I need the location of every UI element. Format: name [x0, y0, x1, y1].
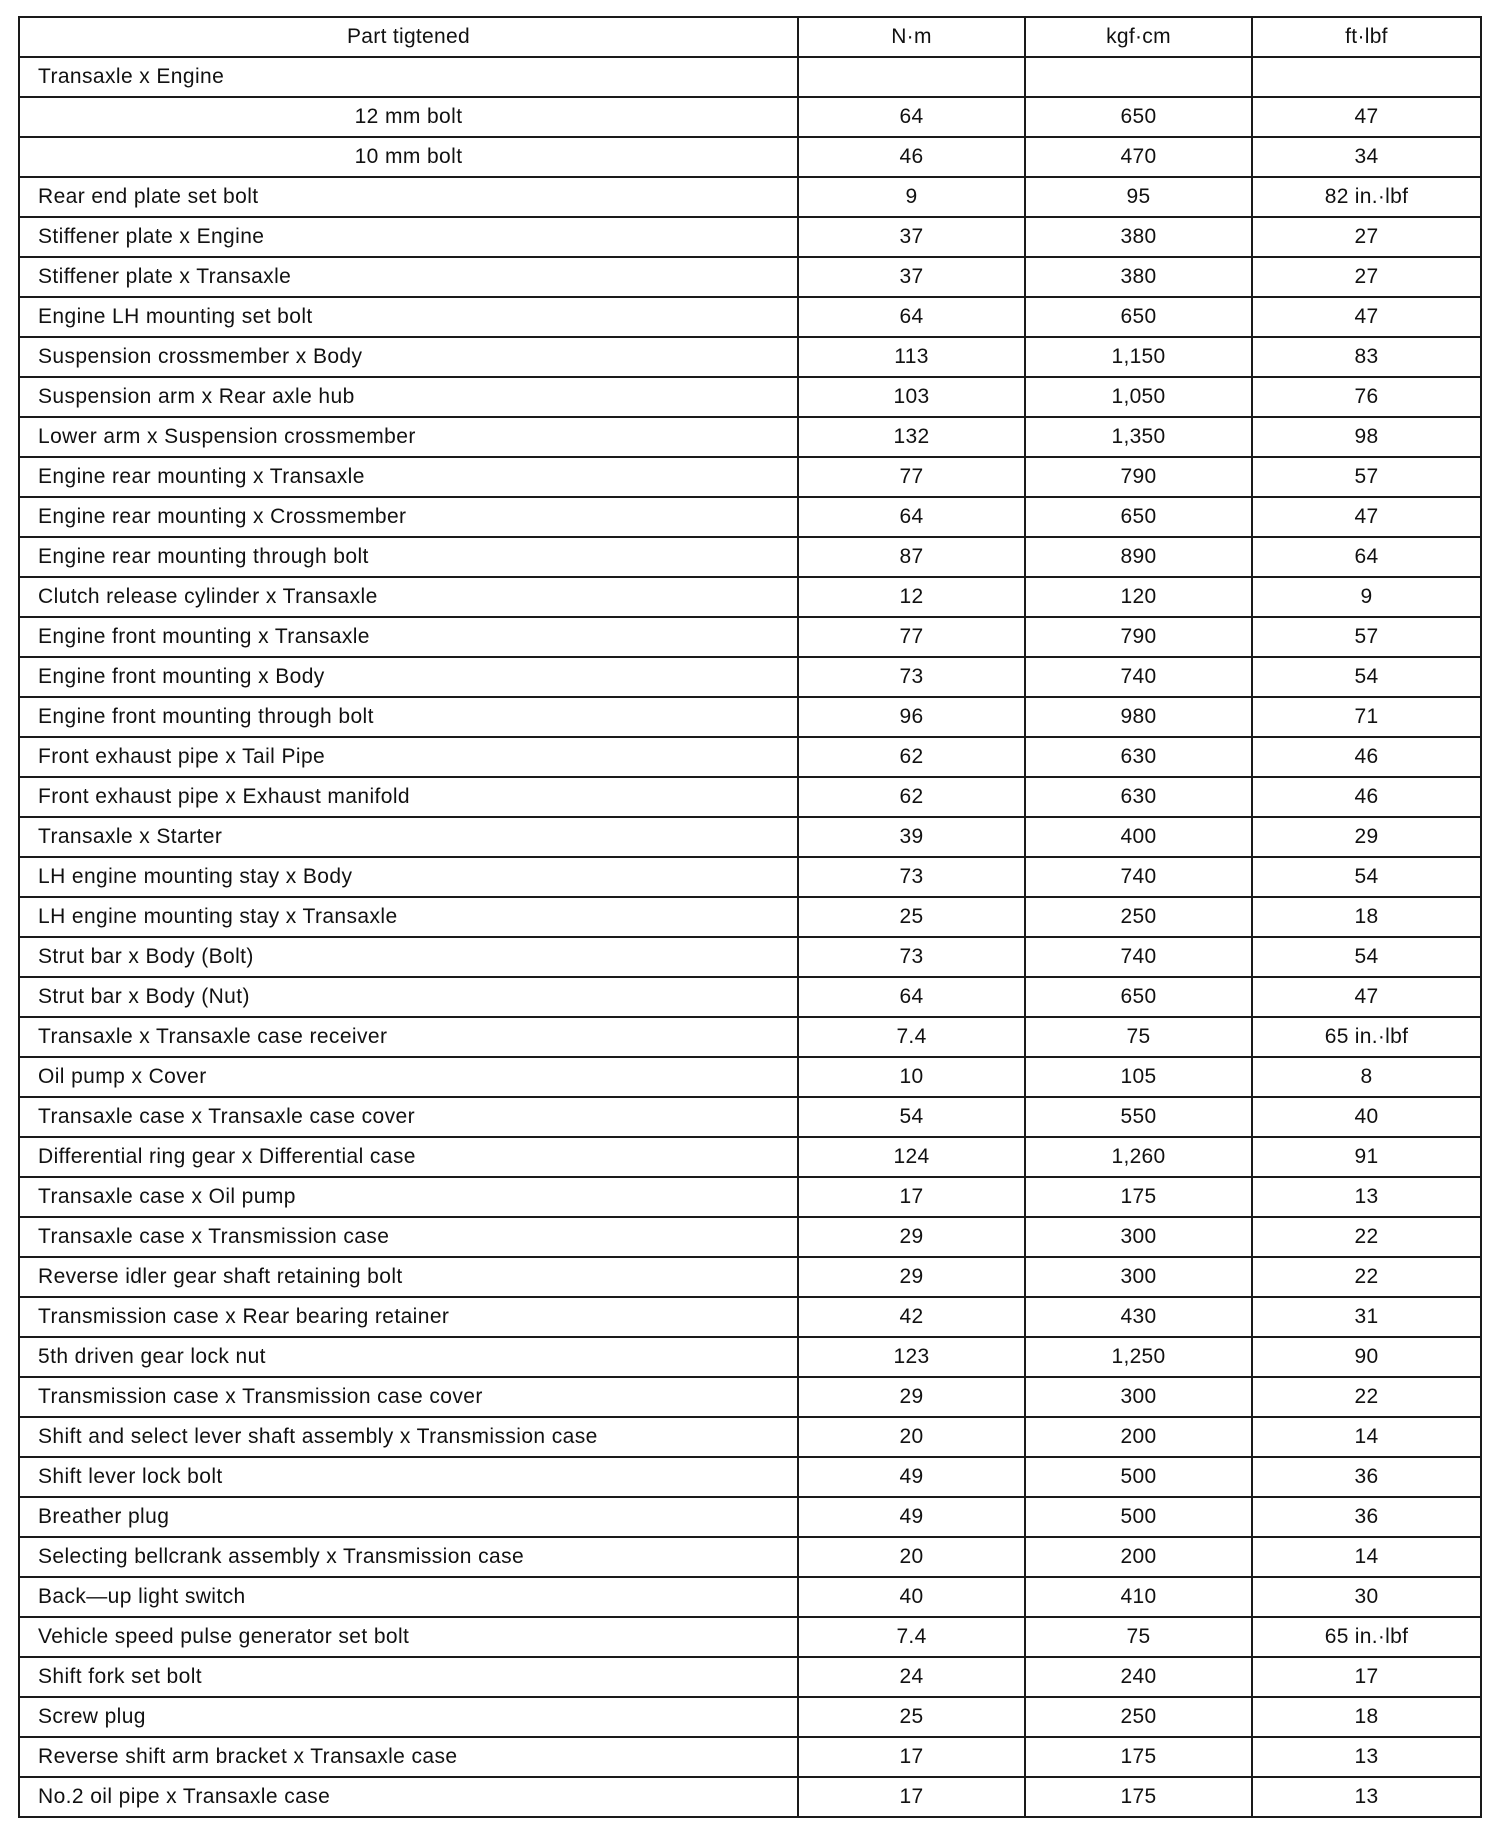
nm-cell: 37 — [798, 257, 1025, 297]
table-row — [19, 377, 1481, 417]
kgf-cm-cell: 1,350 — [1025, 417, 1252, 457]
kgf-cm-cell: 470 — [1025, 137, 1252, 177]
nm-cell: 40 — [798, 1577, 1025, 1617]
part-cell: No.2 oil pipe x Transaxle case — [19, 1777, 798, 1817]
ft-lbf-cell: 47 — [1252, 977, 1481, 1017]
nm-cell: 46 — [798, 137, 1025, 177]
kgf-cm-cell: 740 — [1025, 937, 1252, 977]
part-cell: Breather plug — [19, 1497, 798, 1537]
kgf-cm-cell: 75 — [1025, 1017, 1252, 1057]
kgf-cm-cell: 740 — [1025, 857, 1252, 897]
part-cell: LH engine mounting stay x Transaxle — [19, 897, 798, 937]
part-cell: Engine rear mounting x Crossmember — [19, 497, 798, 537]
nm-cell — [798, 57, 1025, 97]
kgf-cm-cell: 500 — [1025, 1497, 1252, 1537]
nm-cell: 62 — [798, 777, 1025, 817]
part-cell: Clutch release cylinder x Transaxle — [19, 577, 798, 617]
kgf-cm-cell: 1,150 — [1025, 337, 1252, 377]
kgf-cm-cell: 250 — [1025, 1697, 1252, 1737]
table-row — [19, 977, 1481, 1017]
table-row — [19, 1577, 1481, 1617]
part-cell: Engine rear mounting x Transaxle — [19, 457, 798, 497]
part-cell: Strut bar x Body (Bolt) — [19, 937, 798, 977]
nm-cell: 37 — [798, 217, 1025, 257]
nm-cell: 29 — [798, 1217, 1025, 1257]
nm-cell: 12 — [798, 577, 1025, 617]
header-row — [19, 17, 1481, 57]
part-cell: Transmission case x Transmission case cover — [19, 1377, 798, 1417]
nm-cell: 64 — [798, 977, 1025, 1017]
nm-cell: 49 — [798, 1457, 1025, 1497]
ft-lbf-cell: 46 — [1252, 777, 1481, 817]
table-row — [19, 1137, 1481, 1177]
nm-cell: 54 — [798, 1097, 1025, 1137]
part-cell: Engine front mounting x Body — [19, 657, 798, 697]
ft-lbf-cell: 22 — [1252, 1377, 1481, 1417]
nm-cell: 103 — [798, 377, 1025, 417]
table-row — [19, 817, 1481, 857]
nm-cell: 7.4 — [798, 1017, 1025, 1057]
ft-lbf-cell: 9 — [1252, 577, 1481, 617]
nm-cell: 87 — [798, 537, 1025, 577]
nm-cell: 20 — [798, 1537, 1025, 1577]
kgf-cm-cell: 550 — [1025, 1097, 1252, 1137]
part-cell: Shift fork set bolt — [19, 1657, 798, 1697]
table-row — [19, 1177, 1481, 1217]
kgf-cm-cell: 740 — [1025, 657, 1252, 697]
part-cell: Lower arm x Suspension crossmember — [19, 417, 798, 457]
kgf-cm-cell: 410 — [1025, 1577, 1252, 1617]
part-cell: 12 mm bolt — [19, 97, 798, 137]
table-header — [19, 17, 1481, 57]
part-cell: Shift and select lever shaft assembly x Transmission case — [19, 1417, 798, 1457]
part-cell: Selecting bellcrank assembly x Transmission case — [19, 1537, 798, 1577]
ft-lbf-cell: 13 — [1252, 1777, 1481, 1817]
header-ft-lbf: ft·lbf — [1252, 17, 1481, 57]
table-row — [19, 937, 1481, 977]
kgf-cm-cell: 75 — [1025, 1617, 1252, 1657]
header-nm: N·m — [798, 17, 1025, 57]
table-row — [19, 1497, 1481, 1537]
table-row — [19, 1537, 1481, 1577]
nm-cell: 62 — [798, 737, 1025, 777]
kgf-cm-cell: 240 — [1025, 1657, 1252, 1697]
ft-lbf-cell: 22 — [1252, 1217, 1481, 1257]
part-cell: Reverse idler gear shaft retaining bolt — [19, 1257, 798, 1297]
table-body — [19, 57, 1481, 1817]
kgf-cm-cell: 1,260 — [1025, 1137, 1252, 1177]
part-cell: Rear end plate set bolt — [19, 177, 798, 217]
nm-cell: 42 — [798, 1297, 1025, 1337]
part-cell: Stiffener plate x Engine — [19, 217, 798, 257]
table-row — [19, 217, 1481, 257]
ft-lbf-cell: 47 — [1252, 297, 1481, 337]
ft-lbf-cell: 82 in.·lbf — [1252, 177, 1481, 217]
kgf-cm-cell: 400 — [1025, 817, 1252, 857]
header-kgf-cm: kgf·cm — [1025, 17, 1252, 57]
ft-lbf-cell: 47 — [1252, 497, 1481, 537]
part-cell: Strut bar x Body (Nut) — [19, 977, 798, 1017]
nm-cell: 10 — [798, 1057, 1025, 1097]
nm-cell: 73 — [798, 937, 1025, 977]
nm-cell: 77 — [798, 457, 1025, 497]
nm-cell: 123 — [798, 1337, 1025, 1377]
table-row — [19, 1257, 1481, 1297]
ft-lbf-cell: 18 — [1252, 1697, 1481, 1737]
ft-lbf-cell: 91 — [1252, 1137, 1481, 1177]
nm-cell: 17 — [798, 1777, 1025, 1817]
part-cell: Engine front mounting through bolt — [19, 697, 798, 737]
nm-cell: 73 — [798, 857, 1025, 897]
table-row — [19, 257, 1481, 297]
part-cell: Transaxle x Engine — [19, 57, 798, 97]
kgf-cm-cell: 120 — [1025, 577, 1252, 617]
kgf-cm-cell: 630 — [1025, 737, 1252, 777]
kgf-cm-cell: 175 — [1025, 1177, 1252, 1217]
part-cell: Transaxle x Starter — [19, 817, 798, 857]
nm-cell: 64 — [798, 97, 1025, 137]
ft-lbf-cell: 98 — [1252, 417, 1481, 457]
ft-lbf-cell: 29 — [1252, 817, 1481, 857]
table-row — [19, 1657, 1481, 1697]
ft-lbf-cell: 65 in.·lbf — [1252, 1617, 1481, 1657]
ft-lbf-cell: 57 — [1252, 457, 1481, 497]
kgf-cm-cell: 890 — [1025, 537, 1252, 577]
ft-lbf-cell: 40 — [1252, 1097, 1481, 1137]
kgf-cm-cell: 175 — [1025, 1737, 1252, 1777]
table-row — [19, 97, 1481, 137]
table-row — [19, 1617, 1481, 1657]
table-row — [19, 1377, 1481, 1417]
table-row — [19, 1777, 1481, 1817]
ft-lbf-cell: 13 — [1252, 1737, 1481, 1777]
part-cell: Engine front mounting x Transaxle — [19, 617, 798, 657]
part-cell: Front exhaust pipe x Exhaust manifold — [19, 777, 798, 817]
nm-cell: 39 — [798, 817, 1025, 857]
nm-cell: 96 — [798, 697, 1025, 737]
table-row — [19, 697, 1481, 737]
table-row — [19, 537, 1481, 577]
table-row — [19, 577, 1481, 617]
part-cell: Vehicle speed pulse generator set bolt — [19, 1617, 798, 1657]
nm-cell: 29 — [798, 1257, 1025, 1297]
ft-lbf-cell: 36 — [1252, 1457, 1481, 1497]
table-row — [19, 57, 1481, 97]
kgf-cm-cell: 380 — [1025, 217, 1252, 257]
ft-lbf-cell: 14 — [1252, 1537, 1481, 1577]
nm-cell: 77 — [798, 617, 1025, 657]
nm-cell: 132 — [798, 417, 1025, 457]
part-cell: Screw plug — [19, 1697, 798, 1737]
kgf-cm-cell: 300 — [1025, 1257, 1252, 1297]
kgf-cm-cell: 95 — [1025, 177, 1252, 217]
table-row — [19, 857, 1481, 897]
table-row — [19, 1737, 1481, 1777]
nm-cell: 9 — [798, 177, 1025, 217]
kgf-cm-cell: 980 — [1025, 697, 1252, 737]
ft-lbf-cell: 54 — [1252, 657, 1481, 697]
torque-table — [18, 16, 1482, 1818]
ft-lbf-cell: 30 — [1252, 1577, 1481, 1617]
nm-cell: 24 — [798, 1657, 1025, 1697]
kgf-cm-cell: 650 — [1025, 977, 1252, 1017]
ft-lbf-cell: 17 — [1252, 1657, 1481, 1697]
kgf-cm-cell: 250 — [1025, 897, 1252, 937]
table-row — [19, 897, 1481, 937]
part-cell: Transaxle case x Oil pump — [19, 1177, 798, 1217]
part-cell: Transmission case x Rear bearing retainer — [19, 1297, 798, 1337]
nm-cell: 73 — [798, 657, 1025, 697]
part-cell: Suspension crossmember x Body — [19, 337, 798, 377]
table-row — [19, 617, 1481, 657]
kgf-cm-cell: 200 — [1025, 1417, 1252, 1457]
kgf-cm-cell: 175 — [1025, 1777, 1252, 1817]
kgf-cm-cell: 650 — [1025, 97, 1252, 137]
ft-lbf-cell: 22 — [1252, 1257, 1481, 1297]
nm-cell: 17 — [798, 1177, 1025, 1217]
ft-lbf-cell: 8 — [1252, 1057, 1481, 1097]
table-row — [19, 177, 1481, 217]
kgf-cm-cell: 1,050 — [1025, 377, 1252, 417]
kgf-cm-cell: 630 — [1025, 777, 1252, 817]
part-cell: Suspension arm x Rear axle hub — [19, 377, 798, 417]
part-cell: Transaxle case x Transmission case — [19, 1217, 798, 1257]
ft-lbf-cell: 54 — [1252, 937, 1481, 977]
table-row — [19, 1417, 1481, 1457]
nm-cell: 124 — [798, 1137, 1025, 1177]
part-cell: Transaxle case x Transaxle case cover — [19, 1097, 798, 1137]
table-row — [19, 1337, 1481, 1377]
nm-cell: 64 — [798, 497, 1025, 537]
ft-lbf-cell: 18 — [1252, 897, 1481, 937]
table-row — [19, 137, 1481, 177]
ft-lbf-cell: 31 — [1252, 1297, 1481, 1337]
kgf-cm-cell — [1025, 57, 1252, 97]
nm-cell: 25 — [798, 897, 1025, 937]
nm-cell: 7.4 — [798, 1617, 1025, 1657]
ft-lbf-cell: 27 — [1252, 217, 1481, 257]
ft-lbf-cell: 13 — [1252, 1177, 1481, 1217]
kgf-cm-cell: 790 — [1025, 457, 1252, 497]
kgf-cm-cell: 650 — [1025, 297, 1252, 337]
ft-lbf-cell: 90 — [1252, 1337, 1481, 1377]
part-cell: Back—up light switch — [19, 1577, 798, 1617]
torque-spec-sheet — [18, 16, 1480, 1818]
table-row — [19, 1297, 1481, 1337]
ft-lbf-cell: 47 — [1252, 97, 1481, 137]
kgf-cm-cell: 380 — [1025, 257, 1252, 297]
table-row — [19, 337, 1481, 377]
nm-cell: 113 — [798, 337, 1025, 377]
kgf-cm-cell: 790 — [1025, 617, 1252, 657]
ft-lbf-cell: 57 — [1252, 617, 1481, 657]
ft-lbf-cell: 71 — [1252, 697, 1481, 737]
kgf-cm-cell: 1,250 — [1025, 1337, 1252, 1377]
part-cell: Transaxle x Transaxle case receiver — [19, 1017, 798, 1057]
kgf-cm-cell: 650 — [1025, 497, 1252, 537]
nm-cell: 17 — [798, 1737, 1025, 1777]
nm-cell: 25 — [798, 1697, 1025, 1737]
kgf-cm-cell: 430 — [1025, 1297, 1252, 1337]
part-cell: Stiffener plate x Transaxle — [19, 257, 798, 297]
nm-cell: 64 — [798, 297, 1025, 337]
kgf-cm-cell: 200 — [1025, 1537, 1252, 1577]
part-cell: Differential ring gear x Differential case — [19, 1137, 798, 1177]
ft-lbf-cell: 65 in.·lbf — [1252, 1017, 1481, 1057]
kgf-cm-cell: 300 — [1025, 1217, 1252, 1257]
table-row — [19, 1697, 1481, 1737]
ft-lbf-cell: 36 — [1252, 1497, 1481, 1537]
header-part: Part tigtened — [19, 17, 798, 57]
part-cell: LH engine mounting stay x Body — [19, 857, 798, 897]
table-row — [19, 1217, 1481, 1257]
part-cell: Engine rear mounting through bolt — [19, 537, 798, 577]
ft-lbf-cell: 76 — [1252, 377, 1481, 417]
table-row — [19, 297, 1481, 337]
part-cell: Engine LH mounting set bolt — [19, 297, 798, 337]
part-cell: Oil pump x Cover — [19, 1057, 798, 1097]
ft-lbf-cell: 54 — [1252, 857, 1481, 897]
table-row — [19, 1457, 1481, 1497]
ft-lbf-cell: 64 — [1252, 537, 1481, 577]
table-row — [19, 737, 1481, 777]
table-row — [19, 497, 1481, 537]
nm-cell: 49 — [798, 1497, 1025, 1537]
table-row — [19, 1097, 1481, 1137]
part-cell: 5th driven gear lock nut — [19, 1337, 798, 1377]
ft-lbf-cell: 27 — [1252, 257, 1481, 297]
table-row — [19, 1057, 1481, 1097]
nm-cell: 29 — [798, 1377, 1025, 1417]
table-row — [19, 417, 1481, 457]
part-cell: Reverse shift arm bracket x Transaxle case — [19, 1737, 798, 1777]
ft-lbf-cell: 46 — [1252, 737, 1481, 777]
table-row — [19, 1017, 1481, 1057]
nm-cell: 20 — [798, 1417, 1025, 1457]
ft-lbf-cell — [1252, 57, 1481, 97]
kgf-cm-cell: 500 — [1025, 1457, 1252, 1497]
part-cell: Shift lever lock bolt — [19, 1457, 798, 1497]
table-row — [19, 777, 1481, 817]
table-row — [19, 457, 1481, 497]
ft-lbf-cell: 14 — [1252, 1417, 1481, 1457]
kgf-cm-cell: 300 — [1025, 1377, 1252, 1417]
ft-lbf-cell: 83 — [1252, 337, 1481, 377]
part-cell: 10 mm bolt — [19, 137, 798, 177]
table-row — [19, 657, 1481, 697]
part-cell: Front exhaust pipe x Tail Pipe — [19, 737, 798, 777]
kgf-cm-cell: 105 — [1025, 1057, 1252, 1097]
ft-lbf-cell: 34 — [1252, 137, 1481, 177]
